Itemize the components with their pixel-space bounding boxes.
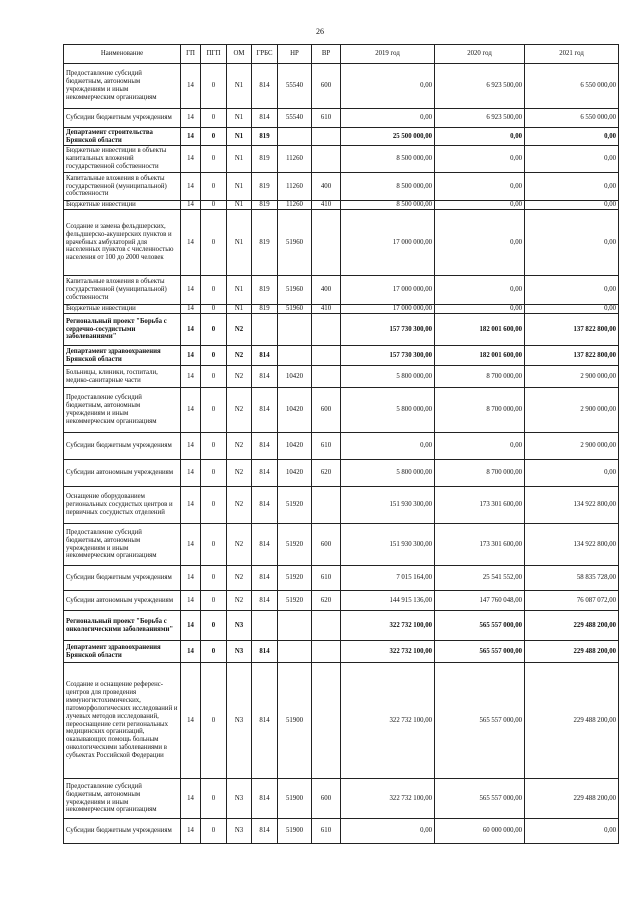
gp-cell: 14 bbox=[181, 366, 201, 388]
grbs-cell: 814 bbox=[252, 388, 278, 433]
amount-2020: 0,00 bbox=[435, 433, 525, 460]
amount-2020: 182 001 600,00 bbox=[435, 346, 525, 366]
grbs-cell: 819 bbox=[252, 128, 278, 146]
nr-cell: 51900 bbox=[278, 779, 312, 819]
amount-2020: 0,00 bbox=[435, 210, 525, 276]
vr-cell bbox=[312, 146, 341, 173]
amount-2021: 134 922 800,00 bbox=[525, 487, 619, 524]
grbs-cell: 819 bbox=[252, 146, 278, 173]
amount-2021: 0,00 bbox=[525, 460, 619, 487]
amount-2021: 0,00 bbox=[525, 146, 619, 173]
pgp-cell: 0 bbox=[201, 566, 227, 591]
om-cell: N1 bbox=[227, 173, 252, 201]
amount-2021: 229 488 200,00 bbox=[525, 611, 619, 641]
pgp-cell: 0 bbox=[201, 388, 227, 433]
column-header-2019: 2019 год bbox=[341, 45, 435, 64]
grbs-cell: 819 bbox=[252, 305, 278, 314]
gp-cell: 14 bbox=[181, 433, 201, 460]
table-row bbox=[64, 314, 619, 346]
gp-cell: 14 bbox=[181, 173, 201, 201]
amount-2020: 173 301 600,00 bbox=[435, 487, 525, 524]
amount-2019: 17 000 000,00 bbox=[341, 276, 435, 305]
grbs-cell: 819 bbox=[252, 276, 278, 305]
gp-cell: 14 bbox=[181, 663, 201, 779]
amount-2020: 0,00 bbox=[435, 276, 525, 305]
pgp-cell: 0 bbox=[201, 433, 227, 460]
amount-2020: 0,00 bbox=[435, 128, 525, 146]
grbs-cell: 814 bbox=[252, 460, 278, 487]
amount-2020: 60 000 000,00 bbox=[435, 819, 525, 844]
om-cell: N3 bbox=[227, 819, 252, 844]
om-cell: N2 bbox=[227, 487, 252, 524]
grbs-cell: 814 bbox=[252, 109, 278, 128]
column-header-gp: ГП bbox=[181, 45, 201, 64]
table-row bbox=[64, 591, 619, 611]
nr-cell: 10420 bbox=[278, 366, 312, 388]
pgp-cell: 0 bbox=[201, 173, 227, 201]
amount-2020: 565 557 000,00 bbox=[435, 779, 525, 819]
om-cell: N2 bbox=[227, 433, 252, 460]
om-cell: N2 bbox=[227, 314, 252, 346]
amount-2019: 5 800 000,00 bbox=[341, 366, 435, 388]
table-body bbox=[64, 64, 619, 844]
amount-2019: 5 800 000,00 bbox=[341, 460, 435, 487]
table-row bbox=[64, 611, 619, 641]
amount-2019: 0,00 bbox=[341, 819, 435, 844]
grbs-cell bbox=[252, 611, 278, 641]
vr-cell: 400 bbox=[312, 173, 341, 201]
vr-cell: 610 bbox=[312, 566, 341, 591]
amount-2021: 2 900 000,00 bbox=[525, 388, 619, 433]
om-cell: N2 bbox=[227, 566, 252, 591]
nr-cell: 55540 bbox=[278, 64, 312, 109]
row-name: Больницы, клиники, госпитали, медико-санитарные части bbox=[64, 366, 181, 388]
row-name: Бюджетные инвестиции bbox=[64, 201, 181, 210]
pgp-cell: 0 bbox=[201, 128, 227, 146]
gp-cell: 14 bbox=[181, 128, 201, 146]
vr-cell: 620 bbox=[312, 591, 341, 611]
pgp-cell: 0 bbox=[201, 64, 227, 109]
grbs-cell: 814 bbox=[252, 346, 278, 366]
amount-2019: 0,00 bbox=[341, 64, 435, 109]
table-header-row bbox=[64, 45, 619, 64]
nr-cell: 51960 bbox=[278, 305, 312, 314]
nr-cell: 51960 bbox=[278, 276, 312, 305]
grbs-cell: 819 bbox=[252, 173, 278, 201]
vr-cell: 410 bbox=[312, 305, 341, 314]
amount-2019: 17 000 000,00 bbox=[341, 305, 435, 314]
gp-cell: 14 bbox=[181, 109, 201, 128]
amount-2019: 151 930 300,00 bbox=[341, 524, 435, 566]
amount-2020: 173 301 600,00 bbox=[435, 524, 525, 566]
amount-2019: 0,00 bbox=[341, 433, 435, 460]
grbs-cell: 814 bbox=[252, 591, 278, 611]
row-name: Субсидии бюджетным учреждениям bbox=[64, 109, 181, 128]
row-name: Региональный проект "Борьба с онкологическими заболеваниями" bbox=[64, 611, 181, 641]
pgp-cell: 0 bbox=[201, 201, 227, 210]
gp-cell: 14 bbox=[181, 591, 201, 611]
vr-cell: 600 bbox=[312, 388, 341, 433]
vr-cell: 610 bbox=[312, 819, 341, 844]
gp-cell: 14 bbox=[181, 641, 201, 663]
column-header-2021: 2021 год bbox=[525, 45, 619, 64]
row-name: Предоставление субсидий бюджетным, автономным учреждениям и иным некоммерческим организациям bbox=[64, 779, 181, 819]
pgp-cell: 0 bbox=[201, 314, 227, 346]
grbs-cell: 814 bbox=[252, 366, 278, 388]
table-row bbox=[64, 201, 619, 210]
amount-2020: 8 700 000,00 bbox=[435, 460, 525, 487]
nr-cell: 10420 bbox=[278, 460, 312, 487]
vr-cell bbox=[312, 611, 341, 641]
gp-cell: 14 bbox=[181, 611, 201, 641]
vr-cell bbox=[312, 346, 341, 366]
column-header-2020: 2020 год bbox=[435, 45, 525, 64]
om-cell: N1 bbox=[227, 146, 252, 173]
amount-2021: 0,00 bbox=[525, 128, 619, 146]
om-cell: N2 bbox=[227, 388, 252, 433]
table-row bbox=[64, 487, 619, 524]
grbs-cell: 814 bbox=[252, 64, 278, 109]
amount-2021: 0,00 bbox=[525, 819, 619, 844]
nr-cell: 51960 bbox=[278, 210, 312, 276]
om-cell: N2 bbox=[227, 366, 252, 388]
om-cell: N3 bbox=[227, 779, 252, 819]
gp-cell: 14 bbox=[181, 566, 201, 591]
pgp-cell: 0 bbox=[201, 591, 227, 611]
column-header-nr: НР bbox=[278, 45, 312, 64]
nr-cell: 51920 bbox=[278, 566, 312, 591]
om-cell: N1 bbox=[227, 210, 252, 276]
amount-2021: 229 488 200,00 bbox=[525, 779, 619, 819]
amount-2020: 565 557 000,00 bbox=[435, 641, 525, 663]
row-name: Субсидии бюджетным учреждениям bbox=[64, 433, 181, 460]
om-cell: N1 bbox=[227, 128, 252, 146]
row-name: Бюджетные инвестиции bbox=[64, 305, 181, 314]
om-cell: N1 bbox=[227, 201, 252, 210]
gp-cell: 14 bbox=[181, 210, 201, 276]
gp-cell: 14 bbox=[181, 314, 201, 346]
row-name: Предоставление субсидий бюджетным, автономным учреждениям и иным некоммерческим организациям bbox=[64, 64, 181, 109]
gp-cell: 14 bbox=[181, 64, 201, 109]
amount-2019: 17 000 000,00 bbox=[341, 210, 435, 276]
vr-cell: 400 bbox=[312, 276, 341, 305]
table-row bbox=[64, 146, 619, 173]
vr-cell bbox=[312, 210, 341, 276]
amount-2020: 6 923 500,00 bbox=[435, 64, 525, 109]
budget-table bbox=[63, 44, 619, 844]
amount-2019: 322 732 100,00 bbox=[341, 663, 435, 779]
grbs-cell: 819 bbox=[252, 201, 278, 210]
amount-2020: 0,00 bbox=[435, 146, 525, 173]
grbs-cell: 814 bbox=[252, 641, 278, 663]
pgp-cell: 0 bbox=[201, 487, 227, 524]
pgp-cell: 0 bbox=[201, 663, 227, 779]
vr-cell: 610 bbox=[312, 109, 341, 128]
amount-2021: 137 822 800,00 bbox=[525, 314, 619, 346]
amount-2021: 0,00 bbox=[525, 201, 619, 210]
table-row bbox=[64, 663, 619, 779]
amount-2021: 229 488 200,00 bbox=[525, 641, 619, 663]
column-header-pgp: ПГП bbox=[201, 45, 227, 64]
column-header-om: ОМ bbox=[227, 45, 252, 64]
nr-cell: 51900 bbox=[278, 819, 312, 844]
table-row bbox=[64, 433, 619, 460]
amount-2019: 8 500 000,00 bbox=[341, 146, 435, 173]
gp-cell: 14 bbox=[181, 346, 201, 366]
table-row bbox=[64, 109, 619, 128]
nr-cell: 10420 bbox=[278, 433, 312, 460]
gp-cell: 14 bbox=[181, 460, 201, 487]
pgp-cell: 0 bbox=[201, 109, 227, 128]
om-cell: N1 bbox=[227, 64, 252, 109]
amount-2020: 25 541 552,00 bbox=[435, 566, 525, 591]
amount-2021: 134 922 800,00 bbox=[525, 524, 619, 566]
amount-2019: 5 800 000,00 bbox=[341, 388, 435, 433]
page-number: 26 bbox=[316, 27, 324, 36]
gp-cell: 14 bbox=[181, 305, 201, 314]
pgp-cell: 0 bbox=[201, 641, 227, 663]
pgp-cell: 0 bbox=[201, 524, 227, 566]
amount-2021: 0,00 bbox=[525, 173, 619, 201]
om-cell: N3 bbox=[227, 663, 252, 779]
row-name: Создание и оснащение референс-центров для проведения иммуногистохимических, патоморфологических исследований и лучевых методов исследований, переоснащение сети региональных медицинских организаций, оказывающих помощь больным онкологическими заболеваниями в субъектах Российской Федерации bbox=[64, 663, 181, 779]
table-row bbox=[64, 779, 619, 819]
table-row bbox=[64, 460, 619, 487]
row-name: Департамент строительства Брянской области bbox=[64, 128, 181, 146]
pgp-cell: 0 bbox=[201, 346, 227, 366]
pgp-cell: 0 bbox=[201, 779, 227, 819]
table-row bbox=[64, 305, 619, 314]
amount-2019: 0,00 bbox=[341, 109, 435, 128]
vr-cell bbox=[312, 128, 341, 146]
vr-cell bbox=[312, 366, 341, 388]
grbs-cell: 814 bbox=[252, 487, 278, 524]
pgp-cell: 0 bbox=[201, 276, 227, 305]
row-name: Предоставление субсидий бюджетным, автономным учреждениям и иным некоммерческим организациям bbox=[64, 388, 181, 433]
om-cell: N1 bbox=[227, 276, 252, 305]
nr-cell: 51900 bbox=[278, 663, 312, 779]
table-row bbox=[64, 128, 619, 146]
nr-cell bbox=[278, 314, 312, 346]
table-row bbox=[64, 524, 619, 566]
amount-2020: 0,00 bbox=[435, 173, 525, 201]
amount-2020: 182 001 600,00 bbox=[435, 314, 525, 346]
vr-cell bbox=[312, 314, 341, 346]
vr-cell: 610 bbox=[312, 433, 341, 460]
om-cell: N2 bbox=[227, 524, 252, 566]
row-name: Субсидии автономным учреждениям bbox=[64, 460, 181, 487]
amount-2020: 6 923 500,00 bbox=[435, 109, 525, 128]
amount-2021: 0,00 bbox=[525, 210, 619, 276]
table-row bbox=[64, 276, 619, 305]
pgp-cell: 0 bbox=[201, 210, 227, 276]
amount-2020: 0,00 bbox=[435, 305, 525, 314]
row-name: Субсидии автономным учреждениям bbox=[64, 591, 181, 611]
pgp-cell: 0 bbox=[201, 305, 227, 314]
row-name: Капитальные вложения в объекты государственной (муниципальной) собственности bbox=[64, 173, 181, 201]
amount-2020: 8 700 000,00 bbox=[435, 388, 525, 433]
vr-cell: 620 bbox=[312, 460, 341, 487]
amount-2021: 2 900 000,00 bbox=[525, 433, 619, 460]
nr-cell: 11260 bbox=[278, 201, 312, 210]
table-row bbox=[64, 210, 619, 276]
row-name: Департамент здравоохранения Брянской области bbox=[64, 346, 181, 366]
amount-2019: 322 732 100,00 bbox=[341, 779, 435, 819]
grbs-cell bbox=[252, 314, 278, 346]
om-cell: N1 bbox=[227, 109, 252, 128]
amount-2021: 58 835 728,00 bbox=[525, 566, 619, 591]
gp-cell: 14 bbox=[181, 524, 201, 566]
gp-cell: 14 bbox=[181, 779, 201, 819]
grbs-cell: 814 bbox=[252, 566, 278, 591]
table-row bbox=[64, 641, 619, 663]
amount-2019: 157 730 300,00 bbox=[341, 314, 435, 346]
amount-2020: 147 760 048,00 bbox=[435, 591, 525, 611]
table-row bbox=[64, 173, 619, 201]
gp-cell: 14 bbox=[181, 201, 201, 210]
table-row bbox=[64, 388, 619, 433]
amount-2019: 7 015 164,00 bbox=[341, 566, 435, 591]
amount-2021: 229 488 200,00 bbox=[525, 663, 619, 779]
row-name: Субсидии бюджетным учреждениям bbox=[64, 566, 181, 591]
vr-cell: 600 bbox=[312, 524, 341, 566]
gp-cell: 14 bbox=[181, 146, 201, 173]
column-header-grbs: ГРБС bbox=[252, 45, 278, 64]
nr-cell bbox=[278, 346, 312, 366]
nr-cell: 11260 bbox=[278, 146, 312, 173]
vr-cell bbox=[312, 663, 341, 779]
om-cell: N2 bbox=[227, 591, 252, 611]
vr-cell bbox=[312, 641, 341, 663]
row-name: Предоставление субсидий бюджетным, автономным учреждениям и иным некоммерческим организациям bbox=[64, 524, 181, 566]
vr-cell: 600 bbox=[312, 779, 341, 819]
om-cell: N2 bbox=[227, 460, 252, 487]
grbs-cell: 814 bbox=[252, 433, 278, 460]
amount-2019: 322 732 100,00 bbox=[341, 641, 435, 663]
row-name: Капитальные вложения в объекты государственной (муниципальной) собственности bbox=[64, 276, 181, 305]
nr-cell: 55540 bbox=[278, 109, 312, 128]
row-name: Региональный проект "Борьба с сердечно-сосудистыми заболеваниями" bbox=[64, 314, 181, 346]
vr-cell bbox=[312, 487, 341, 524]
grbs-cell: 814 bbox=[252, 819, 278, 844]
grbs-cell: 814 bbox=[252, 524, 278, 566]
amount-2019: 151 930 300,00 bbox=[341, 487, 435, 524]
amount-2021: 76 087 072,00 bbox=[525, 591, 619, 611]
table-row bbox=[64, 346, 619, 366]
om-cell: N3 bbox=[227, 611, 252, 641]
amount-2020: 565 557 000,00 bbox=[435, 611, 525, 641]
amount-2019: 8 500 000,00 bbox=[341, 201, 435, 210]
table-row bbox=[64, 64, 619, 109]
amount-2019: 8 500 000,00 bbox=[341, 173, 435, 201]
nr-cell: 10420 bbox=[278, 388, 312, 433]
gp-cell: 14 bbox=[181, 487, 201, 524]
amount-2019: 144 915 136,00 bbox=[341, 591, 435, 611]
row-name: Субсидии бюджетным учреждениям bbox=[64, 819, 181, 844]
amount-2021: 6 550 000,00 bbox=[525, 109, 619, 128]
nr-cell: 51920 bbox=[278, 591, 312, 611]
row-name: Бюджетные инвестиции в объекты капитальных вложений государственной собственности bbox=[64, 146, 181, 173]
pgp-cell: 0 bbox=[201, 819, 227, 844]
nr-cell: 51920 bbox=[278, 524, 312, 566]
nr-cell: 51920 bbox=[278, 487, 312, 524]
table-row bbox=[64, 819, 619, 844]
nr-cell bbox=[278, 641, 312, 663]
amount-2019: 25 500 000,00 bbox=[341, 128, 435, 146]
pgp-cell: 0 bbox=[201, 460, 227, 487]
nr-cell bbox=[278, 128, 312, 146]
vr-cell: 410 bbox=[312, 201, 341, 210]
row-name: Создание и замена фельдшерских, фельдшерско-акушерских пунктов и врачебных амбулаторий для населенных пунктов с численностью населения от 100 до 2000 человек bbox=[64, 210, 181, 276]
table-row bbox=[64, 366, 619, 388]
row-name: Оснащение оборудованием региональных сосудистых центров и первичных сосудистых отделений bbox=[64, 487, 181, 524]
amount-2020: 565 557 000,00 bbox=[435, 663, 525, 779]
row-name: Департамент здравоохранения Брянской области bbox=[64, 641, 181, 663]
gp-cell: 14 bbox=[181, 276, 201, 305]
table-row bbox=[64, 566, 619, 591]
amount-2020: 8 700 000,00 bbox=[435, 366, 525, 388]
amount-2019: 157 730 300,00 bbox=[341, 346, 435, 366]
nr-cell: 11260 bbox=[278, 173, 312, 201]
grbs-cell: 819 bbox=[252, 210, 278, 276]
pgp-cell: 0 bbox=[201, 611, 227, 641]
amount-2021: 2 900 000,00 bbox=[525, 366, 619, 388]
gp-cell: 14 bbox=[181, 819, 201, 844]
vr-cell: 600 bbox=[312, 64, 341, 109]
gp-cell: 14 bbox=[181, 388, 201, 433]
pgp-cell: 0 bbox=[201, 146, 227, 173]
om-cell: N2 bbox=[227, 346, 252, 366]
amount-2020: 0,00 bbox=[435, 201, 525, 210]
column-header-vr: ВР bbox=[312, 45, 341, 64]
om-cell: N3 bbox=[227, 641, 252, 663]
amount-2019: 322 732 100,00 bbox=[341, 611, 435, 641]
grbs-cell: 814 bbox=[252, 663, 278, 779]
nr-cell bbox=[278, 611, 312, 641]
om-cell: N1 bbox=[227, 305, 252, 314]
grbs-cell: 814 bbox=[252, 779, 278, 819]
amount-2021: 0,00 bbox=[525, 276, 619, 305]
amount-2021: 0,00 bbox=[525, 305, 619, 314]
amount-2021: 6 550 000,00 bbox=[525, 64, 619, 109]
pgp-cell: 0 bbox=[201, 366, 227, 388]
column-header-name: Наименование bbox=[64, 45, 181, 64]
amount-2021: 137 822 800,00 bbox=[525, 346, 619, 366]
